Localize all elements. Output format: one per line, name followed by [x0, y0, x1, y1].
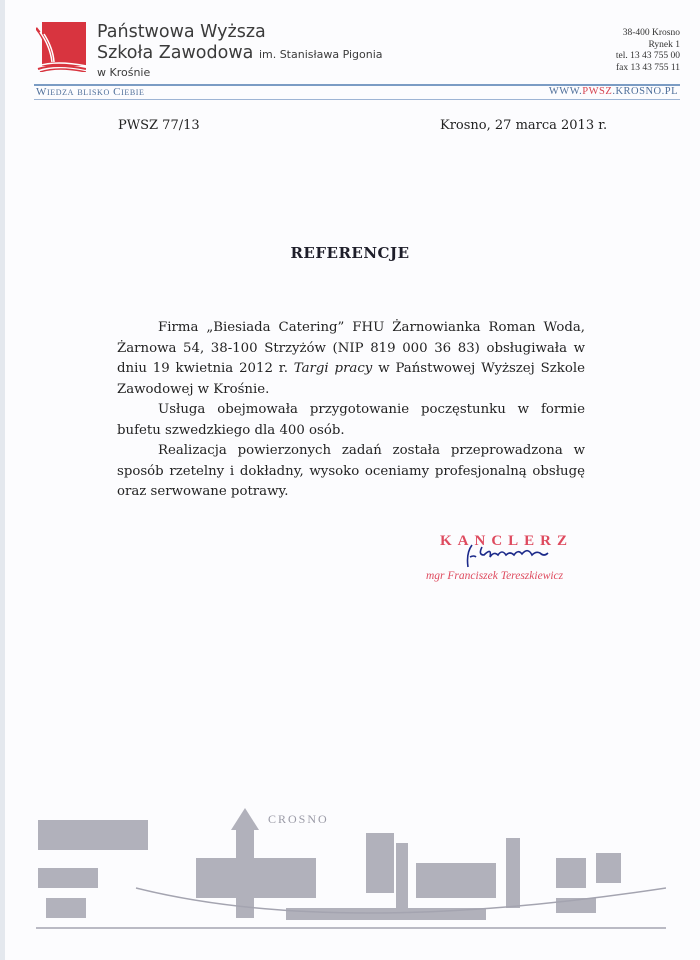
university-logo-icon	[36, 22, 86, 72]
address-block	[616, 28, 680, 74]
header-divider-lower	[34, 99, 680, 100]
engraving-caption: CROSNO	[268, 812, 329, 826]
institution-line-2	[97, 43, 383, 65]
paragraph-1-text-end: w Państwowej Wyższej Szkole Zawodowej w Krośnie.	[117, 361, 585, 397]
crosno-engraving-illustration	[36, 808, 666, 938]
website-suffix: .KROSNO.PL	[612, 86, 678, 97]
event-name: Targi pracy	[293, 361, 373, 376]
phone-line: tel. 13 43 755 00	[615, 51, 680, 61]
website-highlight: PWSZ	[582, 86, 613, 97]
institution-line-3: w Krośnie	[97, 66, 151, 79]
paragraph-3: Realizacja powierzonych zadań została przeprowadzona w sposób rzetelny i dokładny, wysoko oceniamy profesjonalną obsługę oraz serwowane potrawy.	[117, 443, 585, 499]
fax-line: fax 13 43 755 11	[615, 62, 680, 73]
stamp-name: mgr Franciszek Tereszkiewicz	[426, 570, 564, 582]
motto: Wiedza blisko Ciebie	[36, 86, 145, 98]
place-date: Krosno, 27 marca 2013 r.	[440, 118, 608, 133]
stamp-title: KANCLERZ	[440, 533, 574, 549]
handwritten-signature-icon	[462, 541, 554, 571]
page-edge	[0, 0, 5, 960]
institution-line-1: Państwowa Wyższa	[97, 22, 266, 42]
institution-name	[97, 22, 383, 80]
address-line: Rynek 1	[648, 39, 680, 50]
paragraph-1-text: Firma „Biesiada Catering” FHU Żarnowianka Roman Woda, Żarnowa 54, 38-100 Strzyżów (NIP 819 000 36 83) obsługiwała w dniu 19 kwietnia 2012 r.	[117, 320, 585, 376]
paragraph-2: Usługa obejmowała przygotowanie poczęstunku w formie bufetu szwedzkiego dla 400 osób.	[117, 402, 585, 438]
letter-body	[117, 318, 585, 503]
reference-number: PWSZ 77/13	[118, 118, 200, 133]
document-title: REFERENCJE	[290, 244, 410, 262]
address-line: 38-400 Krosno	[622, 28, 680, 38]
institution-patron: im. Stanisława Pigonia	[258, 48, 383, 61]
website-prefix: WWW.	[548, 86, 583, 97]
website-link[interactable]	[549, 86, 678, 97]
institution-line-2-text: Szkoła Zawodowa	[97, 43, 254, 63]
paragraph-1	[117, 318, 585, 400]
